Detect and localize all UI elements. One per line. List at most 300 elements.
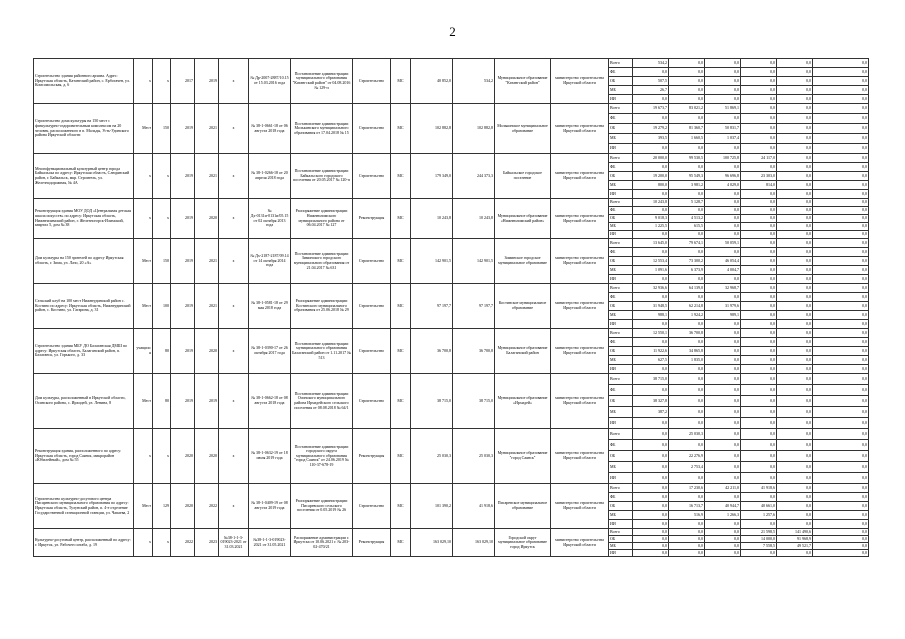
expertise-cell-cell: x xyxy=(219,374,249,429)
amount-cell: 989,1 xyxy=(705,311,741,320)
amount-cell: 5 128,7 xyxy=(669,199,705,207)
end-year-cell: 2020 xyxy=(195,199,219,239)
amount-cell: 0,0 xyxy=(777,347,813,356)
amount-cell: 0,0 xyxy=(813,550,869,557)
amount-cell: 23 303,0 xyxy=(741,172,777,181)
amount-cell: 34 865,8 xyxy=(669,347,705,356)
table-row xyxy=(34,239,869,248)
budget-source-cell: МБ xyxy=(609,356,633,365)
amount-cell: 0,0 xyxy=(741,347,777,356)
amount-cell: 0,0 xyxy=(669,207,705,215)
amount-cell: 0,0 xyxy=(777,462,813,473)
amount-cell: 0,0 xyxy=(813,511,869,520)
remaining-cost-cell: 97 197,7 xyxy=(453,284,495,329)
amount-cell: 31 979,6 xyxy=(705,302,741,311)
table-row xyxy=(34,199,869,207)
start-year-cell: 2019 xyxy=(171,199,195,239)
amount-cell: 0,0 xyxy=(669,320,705,329)
capacity-cell: x xyxy=(153,429,171,484)
work-type-cell: Строительство xyxy=(353,239,391,284)
expertise-cell-cell: x xyxy=(219,154,249,199)
remaining-cost-cell: 102 882,8 xyxy=(453,104,495,154)
start-year-cell: 2020 xyxy=(171,429,195,484)
total-cost-cell: 36 700,8 xyxy=(411,329,453,374)
table-row xyxy=(34,374,869,385)
amount-cell: 64 139,0 xyxy=(669,284,705,293)
amount-cell: 0,0 xyxy=(813,543,869,550)
expertise-cell-cell: x xyxy=(219,329,249,374)
amount-cell: 0,0 xyxy=(813,493,869,502)
end-year-cell: 2020 xyxy=(195,429,219,484)
budget-source-cell: МБ xyxy=(609,462,633,473)
amount-cell: 12 553,4 xyxy=(633,257,669,266)
budget-source-cell: ОБ xyxy=(609,77,633,86)
amount-cell: 0,0 xyxy=(813,223,869,231)
amount-cell: 0,0 xyxy=(777,266,813,275)
amount-cell: 0,0 xyxy=(705,529,741,536)
amount-cell: 0,0 xyxy=(705,144,741,154)
budget-source-cell: МБ xyxy=(609,266,633,275)
amount-cell: 0,0 xyxy=(777,114,813,124)
amount-cell: 0,0 xyxy=(777,385,813,396)
amount-cell: 0,0 xyxy=(813,385,869,396)
amount-cell: 0,0 xyxy=(633,114,669,124)
amount-cell: 0,0 xyxy=(813,311,869,320)
amount-cell: 0,0 xyxy=(741,215,777,223)
amount-cell: 0,0 xyxy=(669,473,705,484)
main-administrator-cell: министерство строительства Иркутской области xyxy=(551,199,609,239)
amount-cell: 0,0 xyxy=(705,473,741,484)
amount-cell: 0,0 xyxy=(813,347,869,356)
amount-cell: 50 059,1 xyxy=(705,239,741,248)
table-row xyxy=(34,154,869,163)
customer-cell: Муниципальное образование «Нижнеилимский район» xyxy=(495,199,551,239)
total-cost-cell: 97 197,7 xyxy=(411,284,453,329)
amount-cell: 0,0 xyxy=(813,199,869,207)
amount-cell: 99 530,5 xyxy=(669,154,705,163)
remaining-cost-cell: 36 700,8 xyxy=(453,329,495,374)
table-row xyxy=(34,329,869,338)
decision-cell: Постановление администрации муниципального образования "Катангский район" от 04.08.2016 № 129-п xyxy=(291,59,353,104)
amount-cell: 0,0 xyxy=(777,396,813,407)
amount-cell: 0,0 xyxy=(633,320,669,329)
ownership-cell: МС xyxy=(391,329,411,374)
end-year-cell: 2019 xyxy=(195,374,219,429)
total-cost-cell: 163 029,10 xyxy=(411,529,453,557)
amount-cell: 9 018,3 xyxy=(633,215,669,223)
amount-cell: 0,0 xyxy=(813,320,869,329)
budget-source-cell: ИИ xyxy=(609,95,633,104)
amount-cell: 0,0 xyxy=(633,473,669,484)
amount-cell: 0,0 xyxy=(777,59,813,68)
amount-cell: 0,0 xyxy=(741,223,777,231)
start-year-cell: 2019 xyxy=(171,154,195,199)
customer-cell: Зиминское городское муниципальное образование xyxy=(495,239,551,284)
amount-cell: 0,0 xyxy=(813,418,869,429)
ownership-cell: МС xyxy=(391,104,411,154)
amount-cell: 387,2 xyxy=(633,407,669,418)
amount-cell: 0,0 xyxy=(741,320,777,329)
amount-cell: 0,0 xyxy=(777,124,813,134)
unit-cell: Мест xyxy=(134,284,153,329)
amount-cell: 11 922,6 xyxy=(633,347,669,356)
end-year-cell: 2019 xyxy=(195,59,219,104)
amount-cell: 4 029,0 xyxy=(705,181,741,190)
customer-cell: Городской округ муниципальное образование город Иркутск xyxy=(495,529,551,557)
amount-cell: 0,0 xyxy=(813,502,869,511)
amount-cell: 0,0 xyxy=(633,484,669,493)
amount-cell: 0,0 xyxy=(777,215,813,223)
end-year-cell: 2023 xyxy=(195,529,219,557)
amount-cell: 0,0 xyxy=(669,536,705,543)
budget-source-cell: ИИ xyxy=(609,231,633,239)
budget-source-cell: Всего xyxy=(609,239,633,248)
work-type-cell: Строительство xyxy=(353,484,391,529)
total-cost-cell: 142 901,5 xyxy=(411,239,453,284)
amount-cell: 0,0 xyxy=(741,163,777,172)
amount-cell: 0,0 xyxy=(705,231,741,239)
customer-cell: Муниципальное образование "город Саянск" xyxy=(495,429,551,484)
decision-cell: Распоряжение администрации Нижнеилимского муниципального района от 06.04.2017 № 127 xyxy=(291,199,353,239)
amount-cell: 0,0 xyxy=(741,550,777,557)
object-name-cell: Многофункциональный культурный центр города Байкальска по адресу: Иркутская область, Слюдянский район, г. Байкальск, мкр. Строитель, ул. Железнодорожная, № 4А xyxy=(34,154,134,199)
amount-cell: 0,0 xyxy=(633,144,669,154)
amount-cell: 0,0 xyxy=(705,451,741,462)
amount-cell: 0,0 xyxy=(777,484,813,493)
project-docs-cell: № 38-1-0266-18 от 20 апреля 2018 года xyxy=(249,154,291,199)
amount-cell: 0,0 xyxy=(777,257,813,266)
remaining-cost-cell: 163 029,10 xyxy=(453,529,495,557)
budget-source-cell: Всего xyxy=(609,484,633,493)
budget-source-cell: МБ xyxy=(609,134,633,144)
amount-cell: 0,0 xyxy=(741,374,777,385)
amount-cell: 0,0 xyxy=(633,511,669,520)
amount-cell: 0,0 xyxy=(741,199,777,207)
amount-cell: 7 558,5 xyxy=(741,543,777,550)
object-name-cell: Строительство дома культуры на 150 мест с физкультурно-оздоровительным комплексом на 20 человек, расположенного в п. Мольды, Усть-Удинского района Иркутской области xyxy=(34,104,134,154)
amount-cell: 0,0 xyxy=(777,429,813,440)
budget-source-cell: ИИ xyxy=(609,320,633,329)
amount-cell: 3 981,2 xyxy=(669,181,705,190)
capacity-cell: 150 xyxy=(153,239,171,284)
amount-cell: 0,0 xyxy=(705,365,741,374)
amount-cell: 0,0 xyxy=(741,134,777,144)
project-docs-cell: № Дх-2187-2187/09.14 от 14 октября 2014 года xyxy=(249,239,291,284)
amount-cell: 0,0 xyxy=(633,163,669,172)
end-year-cell: 2021 xyxy=(195,239,219,284)
expertise-cell-cell: x xyxy=(219,59,249,104)
budget-source-cell: Всего xyxy=(609,284,633,293)
main-administrator-cell: министерство строительства Иркутской области xyxy=(551,529,609,557)
amount-cell: 0,0 xyxy=(777,302,813,311)
work-type-cell: Строительство xyxy=(353,329,391,374)
amount-cell: 0,0 xyxy=(777,190,813,199)
project-docs-cell: № Дх-0131и-0131и/05.15 от 02 октября 2013 года xyxy=(249,199,291,239)
ownership-cell: МС xyxy=(391,374,411,429)
amount-cell: 0,0 xyxy=(777,154,813,163)
end-year-cell: 2020 xyxy=(195,329,219,374)
amount-cell: 83 021,2 xyxy=(669,104,705,114)
amount-cell: 0,0 xyxy=(705,320,741,329)
expertise-cell-cell: x xyxy=(219,429,249,484)
budget-source-cell: ИИ xyxy=(609,418,633,429)
amount-cell: 0,0 xyxy=(813,172,869,181)
amount-cell: 51 869,1 xyxy=(705,104,741,114)
amount-cell: 0,0 xyxy=(777,144,813,154)
amount-cell: 0,0 xyxy=(777,407,813,418)
amount-cell: 0,0 xyxy=(633,493,669,502)
start-year-cell: 2022 xyxy=(171,529,195,557)
amount-cell: 4 513,2 xyxy=(669,215,705,223)
total-cost-cell: 179 349,0 xyxy=(411,154,453,199)
unit-cell: Мест xyxy=(134,104,153,154)
decision-cell: Распоряжение администрации Костинского муниципального образования от 25.06.2018 № 29 xyxy=(291,284,353,329)
object-name-cell: Культурно-досуговый центр, расположенный по адресу: г. Иркутск, ул. Рабочего штаба, д. 19 xyxy=(34,529,134,557)
amount-cell: 0,0 xyxy=(741,59,777,68)
amount-cell: 0,0 xyxy=(705,163,741,172)
budget-source-cell: ОБ xyxy=(609,172,633,181)
amount-cell: 0,0 xyxy=(777,207,813,215)
amount-cell: 393,5 xyxy=(633,134,669,144)
amount-cell: 0,0 xyxy=(669,275,705,284)
amount-cell: 0,0 xyxy=(777,68,813,77)
amount-cell: 10 243,8 xyxy=(633,199,669,207)
amount-cell: 0,0 xyxy=(777,356,813,365)
budget-source-cell: ФБ xyxy=(609,385,633,396)
project-docs-cell: № 38-1-0409-19 от 08 августа 2019 года xyxy=(249,484,291,529)
amount-cell: 0,0 xyxy=(633,385,669,396)
amount-cell: 0,0 xyxy=(669,114,705,124)
end-year-cell: 2021 xyxy=(195,284,219,329)
budget-source-cell: ФБ xyxy=(609,493,633,502)
capacity-cell: x xyxy=(153,154,171,199)
amount-cell: 0,0 xyxy=(633,502,669,511)
amount-cell: 0,0 xyxy=(705,59,741,68)
unit-cell: x xyxy=(134,529,153,557)
amount-cell: 0,0 xyxy=(741,338,777,347)
unit-cell: Мест xyxy=(134,374,153,429)
amount-cell: 79 674,1 xyxy=(669,239,705,248)
table-row xyxy=(34,429,869,440)
decision-cell: Постановление администрации Байкальского городского поселения от 20.05.2017 № 120-п xyxy=(291,154,353,199)
amount-cell: 0,0 xyxy=(633,275,669,284)
unit-cell: Мест xyxy=(134,484,153,529)
project-docs-cell: № 38-1-0390-17 от 26 октября 2017 года xyxy=(249,329,291,374)
amount-cell: 0,0 xyxy=(669,440,705,451)
project-docs-cell: №38-1-1-3-019023-2021 от 31.05.2021 xyxy=(249,529,291,557)
amount-cell: 0,0 xyxy=(741,114,777,124)
amount-cell: 0,0 xyxy=(741,86,777,95)
ownership-cell: МС xyxy=(391,59,411,104)
amount-cell: 0,0 xyxy=(777,86,813,95)
expertise-cell-cell: x xyxy=(219,104,249,154)
budget-source-cell: Всего xyxy=(609,429,633,440)
amount-cell: 62 214,8 xyxy=(669,302,705,311)
start-year-cell: 2019 xyxy=(171,374,195,429)
table-row xyxy=(34,529,869,536)
total-cost-cell: 38 715,0 xyxy=(411,374,453,429)
amount-cell: 0,0 xyxy=(777,239,813,248)
amount-cell: 0,0 xyxy=(705,275,741,284)
amount-cell: 0,0 xyxy=(633,418,669,429)
expertise-cell-cell: x xyxy=(219,239,249,284)
amount-cell: 0,0 xyxy=(813,163,869,172)
decision-cell: Постановление администрации Молькинского муниципального образования от 17.04.2018 № 15 xyxy=(291,104,353,154)
amount-cell: 0,0 xyxy=(669,385,705,396)
amount-cell: 0,0 xyxy=(777,473,813,484)
amount-cell: 0,0 xyxy=(777,320,813,329)
capacity-cell: 80 xyxy=(153,374,171,429)
amount-cell: 0,0 xyxy=(669,144,705,154)
amount-cell: 0,0 xyxy=(633,529,669,536)
amount-cell: 0,0 xyxy=(777,275,813,284)
work-type-cell: Строительство xyxy=(353,154,391,199)
amount-cell: 0,0 xyxy=(813,190,869,199)
amount-cell: 0,0 xyxy=(777,231,813,239)
amount-cell: 46 054,4 xyxy=(705,257,741,266)
amount-cell: 0,0 xyxy=(777,493,813,502)
budget-source-cell: ИИ xyxy=(609,275,633,284)
amount-cell: 32 968,7 xyxy=(705,284,741,293)
amount-cell: 0,0 xyxy=(813,134,869,144)
capacity-cell: x xyxy=(153,59,171,104)
amount-cell: 0,0 xyxy=(813,144,869,154)
amount-cell: 0,0 xyxy=(813,284,869,293)
budget-source-cell: МБ xyxy=(609,543,633,550)
amount-cell: 0,0 xyxy=(669,365,705,374)
amount-cell: 0,0 xyxy=(813,302,869,311)
amount-cell: 0,0 xyxy=(741,275,777,284)
ownership-cell: МС xyxy=(391,484,411,529)
expertise-cell-cell: x xyxy=(219,284,249,329)
capacity-cell: 150 xyxy=(153,104,171,154)
amount-cell: 0,0 xyxy=(813,473,869,484)
capacity-cell: 100 xyxy=(153,284,171,329)
amount-cell: 0,0 xyxy=(669,190,705,199)
ownership-cell: МС xyxy=(391,154,411,199)
amount-cell: 0,0 xyxy=(669,86,705,95)
amount-cell: 0,0 xyxy=(633,543,669,550)
amount-cell: 0,0 xyxy=(813,338,869,347)
amount-cell: 0,0 xyxy=(741,418,777,429)
object-name-cell: Строительство культурно-досугового центра Писаревского муниципального образования по адресу: Иркутская область, Тулунский район, п. 4-е отделение Государственной селекционной станции, ул. Чапаева, 2 xyxy=(34,484,134,529)
amount-cell: 17 230,6 xyxy=(669,484,705,493)
main-administrator-cell: министерство строительства Иркутской области xyxy=(551,429,609,484)
amount-cell: 0,0 xyxy=(741,451,777,462)
budget-source-cell: ИИ xyxy=(609,144,633,154)
amount-cell: 0,0 xyxy=(669,407,705,418)
start-year-cell: 2019 xyxy=(171,239,195,284)
amount-cell: 0,0 xyxy=(813,59,869,68)
amount-cell: 0,0 xyxy=(777,248,813,257)
total-cost-cell: 40 852,0 xyxy=(411,59,453,104)
amount-cell: 1 924,2 xyxy=(669,311,705,320)
table-row xyxy=(34,484,869,493)
amount-cell: 1 835,0 xyxy=(669,356,705,365)
amount-cell: 0,0 xyxy=(669,248,705,257)
amount-cell: 0,0 xyxy=(741,95,777,104)
budget-source-cell: ОБ xyxy=(609,451,633,462)
amount-cell: 0,0 xyxy=(669,520,705,529)
amount-cell: 0,0 xyxy=(633,536,669,543)
budget-source-cell: ФБ xyxy=(609,293,633,302)
amount-cell: 507,5 xyxy=(633,77,669,86)
object-name-cell: Строительство здания районного архива. Адрес: Иркутская область, Катангский район, с. Ербогачен, ул. Комсомольская, д. 6 xyxy=(34,59,134,104)
table-row xyxy=(34,59,869,68)
amount-cell: 0,0 xyxy=(741,462,777,473)
amount-cell: 0,0 xyxy=(777,550,813,557)
amount-cell: 0,0 xyxy=(777,293,813,302)
amount-cell: 1 257,6 xyxy=(741,511,777,520)
capacity-cell: 129 xyxy=(153,484,171,529)
budget-source-cell: ФБ xyxy=(609,338,633,347)
amount-cell: 0,0 xyxy=(741,104,777,114)
budget-source-cell: ОБ xyxy=(609,124,633,134)
end-year-cell: 2022 xyxy=(195,484,219,529)
ownership-cell: МС xyxy=(391,284,411,329)
budget-source-cell: Всего xyxy=(609,59,633,68)
amount-cell: 0,0 xyxy=(741,429,777,440)
amount-cell: 0,0 xyxy=(705,199,741,207)
amount-cell: 0,0 xyxy=(669,338,705,347)
amount-cell: 0,0 xyxy=(705,114,741,124)
amount-cell: 0,0 xyxy=(777,163,813,172)
budget-source-cell: ОБ xyxy=(609,502,633,511)
start-year-cell: 2019 xyxy=(171,329,195,374)
amount-cell: 0,0 xyxy=(669,396,705,407)
amount-cell: 0,0 xyxy=(705,338,741,347)
work-type-cell: Реконструкция xyxy=(353,529,391,557)
total-cost-cell: 25 030,3 xyxy=(411,429,453,484)
amount-cell: 0,0 xyxy=(705,462,741,473)
budget-source-cell: Всего xyxy=(609,104,633,114)
amount-cell: 0,0 xyxy=(705,536,741,543)
work-type-cell: Строительство xyxy=(353,59,391,104)
amount-cell: 0,0 xyxy=(705,68,741,77)
amount-cell: 0,0 xyxy=(777,418,813,429)
unit-cell: x xyxy=(134,199,153,239)
budget-source-cell: МБ xyxy=(609,511,633,520)
amount-cell: 0,0 xyxy=(777,329,813,338)
amount-cell: 0,0 xyxy=(705,86,741,95)
customer-cell: Молькинское муниципальное образование xyxy=(495,104,551,154)
amount-cell: 40 944,7 xyxy=(705,502,741,511)
amount-cell: 0,0 xyxy=(813,239,869,248)
amount-cell: 0,0 xyxy=(813,374,869,385)
amount-cell: 50 831,7 xyxy=(705,124,741,134)
amount-cell: 0,0 xyxy=(741,396,777,407)
expertise-cell-cell: x xyxy=(219,199,249,239)
budget-source-cell: ИИ xyxy=(609,365,633,374)
amount-cell: 0,0 xyxy=(705,407,741,418)
amount-cell: 0,0 xyxy=(813,407,869,418)
main-administrator-cell: министерство строительства Иркутской области xyxy=(551,284,609,329)
amount-cell: 0,0 xyxy=(777,223,813,231)
start-year-cell: 2017 xyxy=(171,59,195,104)
main-administrator-cell: министерство строительства Иркутской области xyxy=(551,104,609,154)
amount-cell: 0,0 xyxy=(741,473,777,484)
project-docs-cell: № 38-1-0632-19 от 18 июля 2019 года xyxy=(249,429,291,484)
amount-cell: 814,0 xyxy=(741,181,777,190)
amount-cell: 0,0 xyxy=(705,223,741,231)
amount-cell: 0,0 xyxy=(705,248,741,257)
amount-cell: 0,0 xyxy=(777,338,813,347)
budget-source-cell: Всего xyxy=(609,329,633,338)
remaining-cost-cell: 142 901,5 xyxy=(453,239,495,284)
amount-cell: 6 373,9 xyxy=(669,266,705,275)
remaining-cost-cell: 38 715,0 xyxy=(453,374,495,429)
amount-cell: 0,0 xyxy=(633,248,669,257)
